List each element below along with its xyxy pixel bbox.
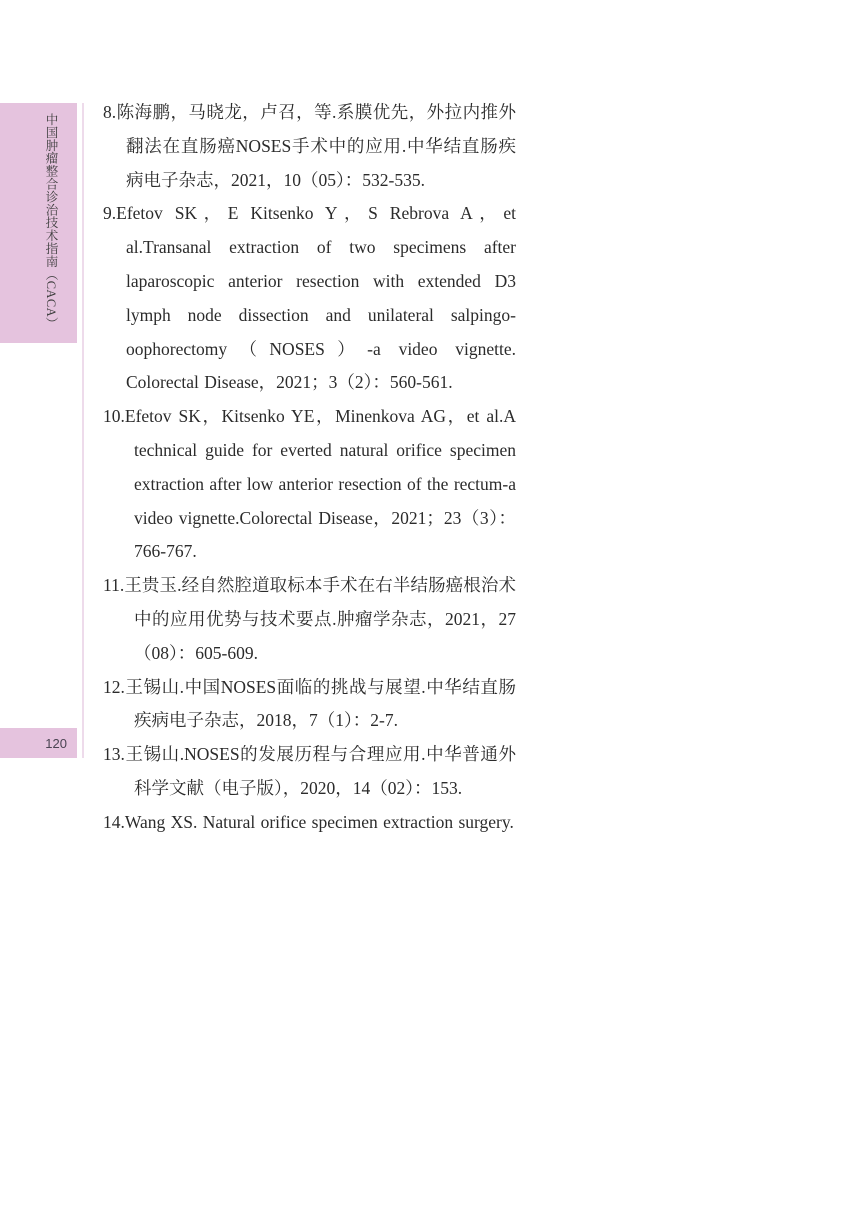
reference-item: 13.王锡山.NOSES的发展历程与合理应用.中华普通外科学文献（电子版），2020，14（02）：153. [103, 744, 516, 798]
page-number: 120 [45, 735, 67, 751]
vertical-divider [82, 103, 84, 758]
reference-item: 12.王锡山.中国NOSES面临的挑战与展望.中华结直肠疾病电子杂志，2018，7（1）：2-7. [103, 676, 516, 731]
reference-item: 14.Wang XS. Natural orifice specimen extraction surgery. [103, 811, 514, 832]
reference-item: 9.Efetov SK，E Kitsenko Y，S Rebrova A，et al.Transanal extraction of two specimens after laparoscopic anterior resection with extended D3 lymph node dissection and unilateral salpingo-oophorectomy（NOSES）-a video vignette. Colorectal Disease，2021；3（2）：560-561. [103, 203, 516, 393]
sidebar-title: 中国肿瘤整合诊治技术指南（CACA） [44, 113, 58, 330]
reference-item: 10.Efetov SK，Kitsenko YE，Minenkova AG，et al.A technical guide for everted natural orifice specimen extraction after low anterior resection of the rectum-a video vignette.Colorectal Disease，2021；23（3）：766-767. [103, 406, 516, 562]
sidebar-banner [0, 103, 77, 343]
reference-item: 8.陈海鹏，马晓龙，卢召，等.系膜优先，外拉内推外翻法在直肠癌NOSES手术中的应用.中华结直肠疾病电子杂志，2021，10（05）：532-535. [103, 102, 516, 190]
page-number-badge [0, 728, 77, 758]
reference-item: 11.王贵玉.经自然腔道取标本手术在右半结肠癌根治术中的应用优势与技术要点.肿瘤学杂志，2021，27（08）：605-609. [103, 575, 516, 663]
references-list [103, 96, 516, 840]
